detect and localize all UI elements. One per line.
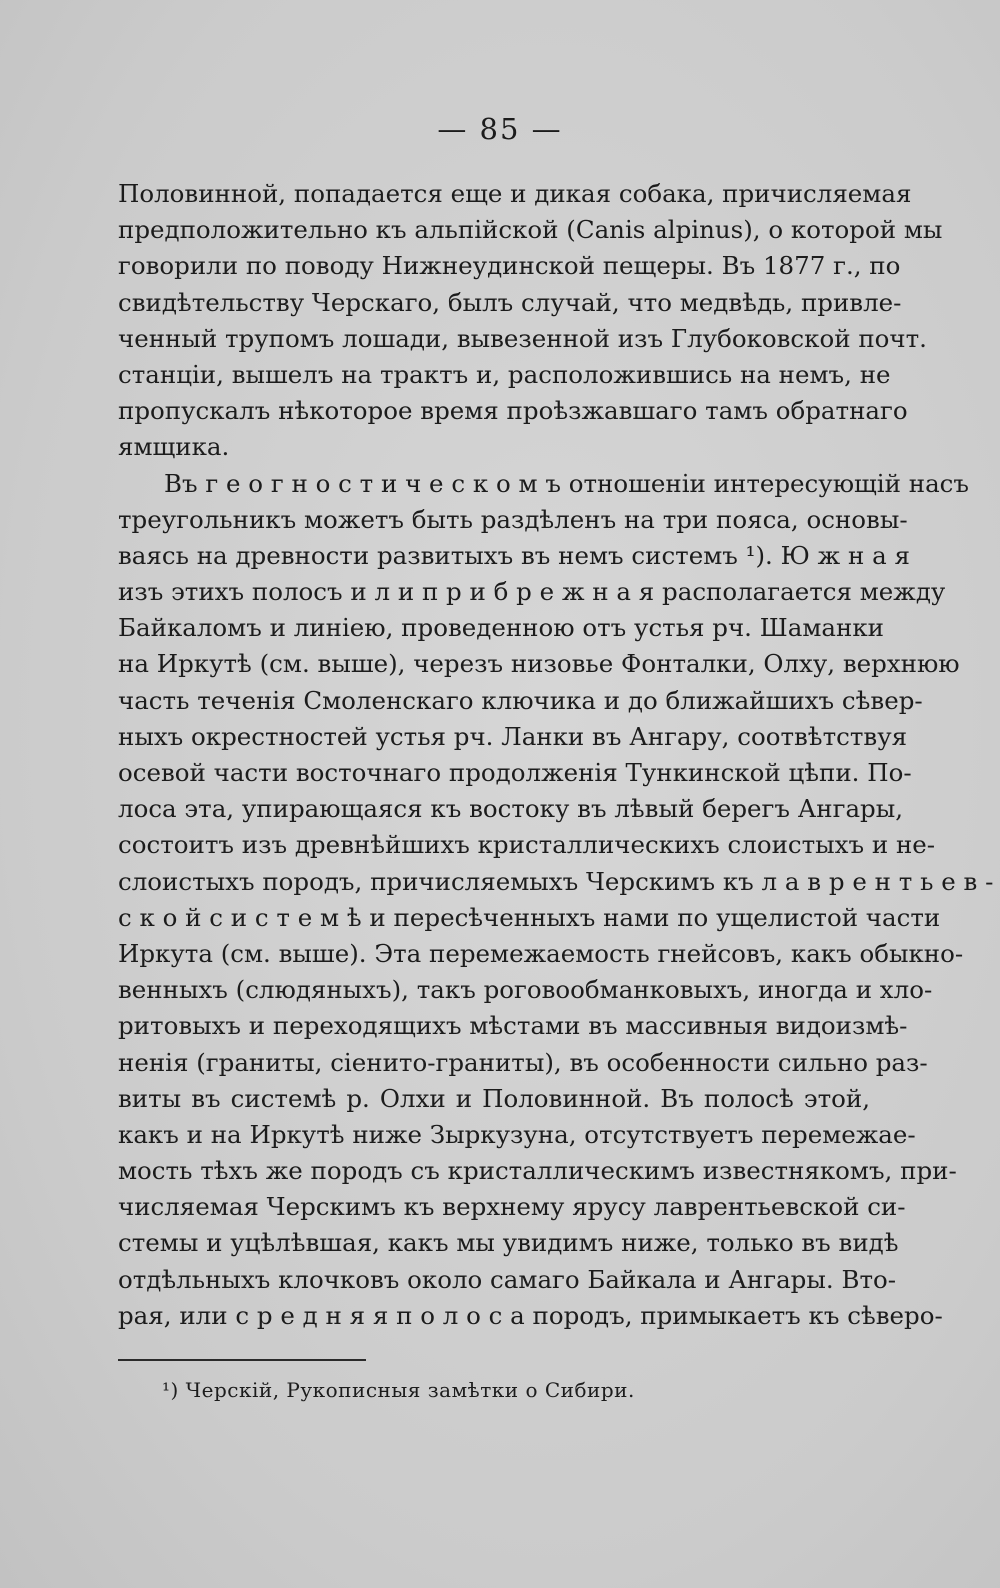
- text-line: предположительно къ альпiйской (Canis alpinus), о которой мы: [118, 215, 943, 245]
- text-line: свидѣтельству Черскаго, былъ случай, что медвѣдь, привле-: [118, 287, 902, 317]
- text-line: ныхъ окрестностей устья рч. Ланки въ Ангару, соотвѣтствуя: [118, 721, 908, 751]
- text-line: какъ и на Иркутѣ ниже Зыркузуна, отсутствуетъ перемежае-: [118, 1119, 916, 1149]
- footnote: ¹) Черскiй, Рукописныя замѣтки о Сибири.: [162, 1378, 635, 1402]
- page-number: — 85 —: [437, 112, 563, 146]
- text-line: ритовыхъ и переходящихъ мѣстами въ массивныя видоизмѣ-: [118, 1011, 908, 1041]
- text-line: изъ этихъ полосъ и л и п р и б р е ж н а я располагается между: [118, 577, 946, 607]
- text-line: треугольникъ можетъ быть раздѣленъ на три пояса, основы-: [118, 504, 908, 534]
- text-line: с к о й с и с т е м ѣ и пересѣченныхъ нами по ущелистой части: [118, 902, 941, 932]
- text-line: венныхъ (слюдяныхъ), такъ роговообманковыхъ, иногда и хло-: [118, 975, 933, 1005]
- text-line: слоистыхъ породъ, причисляемыхъ Черскимъ къ л а в р е н т ь е в -: [118, 866, 994, 896]
- text-line: виты въ системѣ р. Олхи и Половинной. Въ полосѣ этой,: [118, 1083, 870, 1113]
- text-line: мость тѣхъ же породъ съ кристаллическимъ известнякомъ, при-: [118, 1156, 957, 1186]
- text-line: ченный трупомъ лошади, вывезенной изъ Глубоковской почт.: [118, 323, 927, 353]
- text-line: осевой части восточнаго продолженiя Тункинской цѣпи. По-: [118, 758, 912, 787]
- body-text: [118, 176, 994, 1334]
- text-line: говорили по поводу Нижнеудинской пещеры. Въ 1877 г., по: [118, 251, 901, 281]
- text-line: Иркута (см. выше). Эта перемежаемость гнейсовъ, какъ обыкно-: [118, 938, 964, 968]
- text-line: ямщика.: [118, 432, 230, 462]
- text-line: отдѣльныхъ клочковъ около самаго Байкала и Ангары. Вто-: [118, 1264, 897, 1294]
- text-line: пропускалъ нѣкоторое время проѣзжавшаго тамъ обратнаго: [118, 396, 908, 426]
- text-line: часть теченiя Смоленскаго ключика и до ближайшихъ сѣвер-: [118, 685, 923, 715]
- text-line: станцiи, вышелъ на трактъ и, расположившись на немъ, не: [118, 359, 891, 389]
- text-line: Половинной, попадается еще и дикая собака, причисляемая: [118, 179, 912, 208]
- text-line: лоса эта, упирающаяся къ востоку въ лѣвый берегъ Ангары,: [118, 794, 904, 824]
- text-line: Въ г е о г н о с т и ч е с к о м ъ отношенiи интересующiй насъ: [164, 468, 969, 498]
- text-line: на Иркутѣ (см. выше), черезъ низовье Фонталки, Олху, верхнюю: [118, 649, 960, 679]
- text-line: числяемая Черскимъ къ верхнему ярусу лаврентьевской си-: [118, 1192, 906, 1222]
- text-line: стемы и уцѣлѣвшая, какъ мы увидимъ ниже, только въ видѣ: [118, 1228, 899, 1258]
- text-line: рая, или с р е д н я я п о л о с а породъ, примыкаетъ къ сѣверо-: [118, 1300, 943, 1330]
- footnote-divider: [118, 1359, 366, 1361]
- text-line: Байкаломъ и линiею, проведенною отъ устья рч. Шаманки: [118, 613, 884, 643]
- text-line: состоитъ изъ древнѣйшихъ кристаллическихъ слоистыхъ и не-: [118, 830, 936, 860]
- text-line: ваясь на древности развитыхъ въ немъ системъ ¹). Ю ж н а я: [118, 540, 910, 570]
- text-line: ненiя (граниты, сiенито-граниты), въ особенности сильно раз-: [118, 1047, 928, 1077]
